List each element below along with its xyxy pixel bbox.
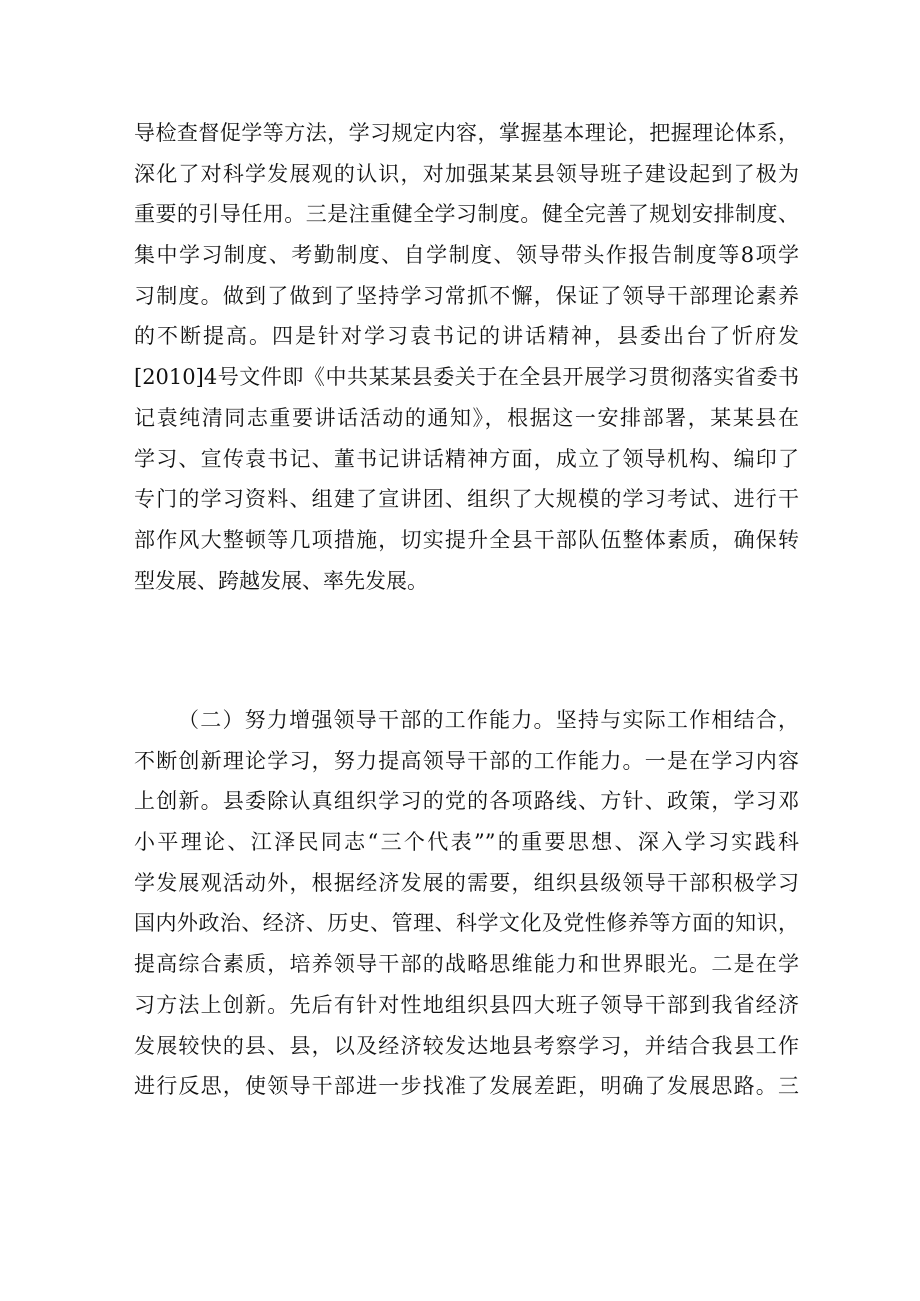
text-line: 深化了对科学发展观的认识，对加强某某县领导班子建设起到了极为 xyxy=(134,161,799,186)
text-line: 发展较快的县、县，以及经济较发达地县考察学习，并结合我县工作 xyxy=(134,1033,799,1058)
paragraph-1 xyxy=(134,113,799,601)
text-line: 部作风大整顿等几项措施，切实提升全县干部队伍整体素质，确保转 xyxy=(134,527,799,552)
text-line: （二）努力增强领导干部的工作能力。坚持与实际工作相结合， xyxy=(178,708,799,732)
text-line: 导检查督促学等方法，学习规定内容，掌握基本理论，把握理论体系， xyxy=(134,121,799,145)
text-line: 专门的学习资料、组建了宣讲团、组织了大规模的学习考试、进行干 xyxy=(134,487,799,512)
text-line: 集中学习制度、考勤制度、自学制度、领导带头作报告制度等8项学 xyxy=(134,243,799,268)
text-line: 记袁纯清同志重要讲话活动的通知》，根据这一安排部署，某某县在 xyxy=(134,405,799,430)
text-line: 提高综合素质，培养领导干部的战略思维能力和世界眼光。二是在学 xyxy=(134,952,799,977)
text-line: 上创新。县委除认真组织学习的党的各项路线、方针、政策，学习邓 xyxy=(134,789,799,814)
text-line: 重要的引导任用。三是注重健全学习制度。健全完善了规划安排制度、 xyxy=(134,202,799,227)
text-line: 学习、宣传袁书记、董书记讲话精神方面，成立了领导机构、编印了 xyxy=(134,446,799,471)
text-line: 小平理论、江泽民同志“三个代表””的重要思想、深入学习实践科 xyxy=(134,830,799,855)
text-line: 的不断提高。四是针对学习袁书记的讲话精神，县委出台了忻府发 xyxy=(134,324,799,349)
text-line: 习制度。做到了做到了坚持学习常抓不懈，保证了领导干部理论素养 xyxy=(134,283,799,308)
text-line: 国内外政治、经济、历史、管理、科学文化及党性修养等方面的知识， xyxy=(134,911,799,936)
text-line: 不断创新理论学习，努力提高领导干部的工作能力。一是在学习内容 xyxy=(134,748,799,773)
text-line: 学发展观活动外，根据经济发展的需要，组织县级领导干部积极学习 xyxy=(134,870,799,895)
text-line: 进行反思，使领导干部进一步找准了发展差距，明确了发展思路。三 xyxy=(134,1074,799,1099)
text-line: 习方法上创新。先后有针对性地组织县四大班子领导干部到我省经济 xyxy=(134,992,799,1017)
paragraph-2 xyxy=(134,700,799,1107)
text-line: [2010]4号文件即《中共某某县委关于在全县开展学习贯彻落实省委书 xyxy=(134,365,799,390)
text-line: 型发展、跨越发展、率先发展。 xyxy=(134,568,428,593)
